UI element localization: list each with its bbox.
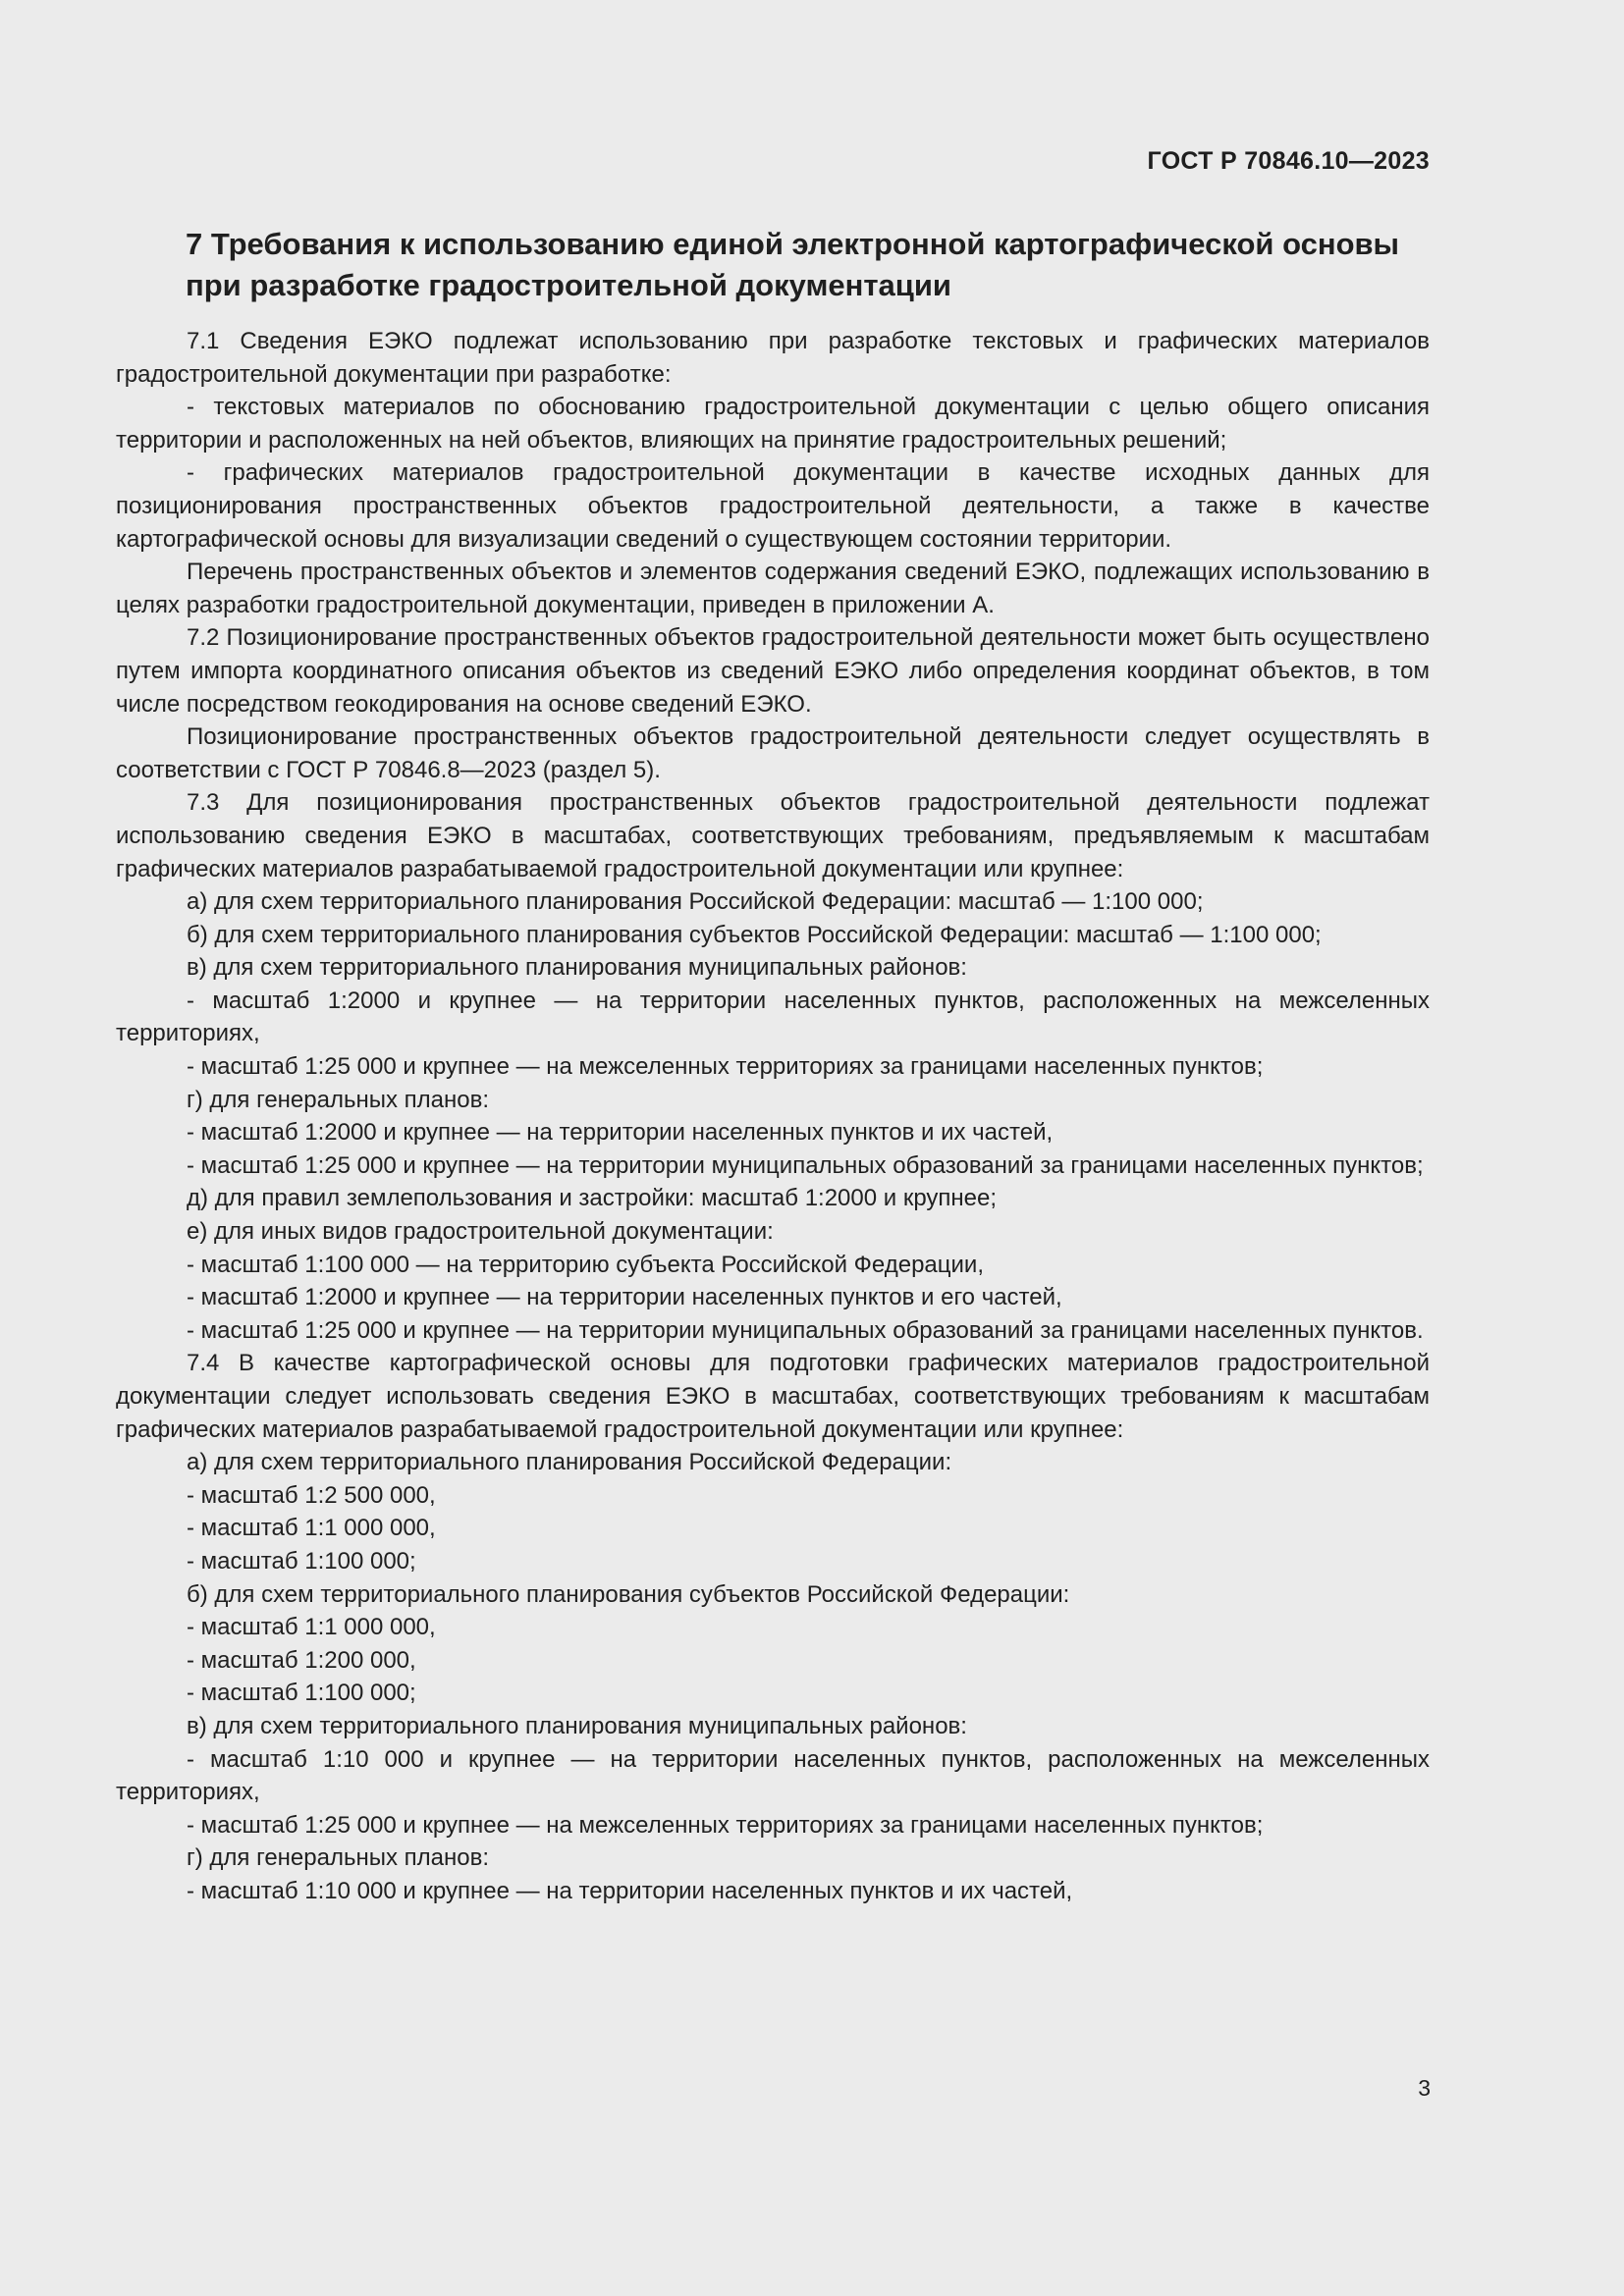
paragraph: в) для схем территориального планирования муниципальных районов: [187, 1712, 967, 1739]
paragraph: - масштаб 1:1 000 000, [187, 1614, 436, 1641]
paragraph: - масштаб 1:2000 и крупнее — на территории населенных пунктов, расположенных на межселенных территориях, [116, 987, 1430, 1047]
paragraph: - масштаб 1:25 000 и крупнее — на межселенных территориях за границами населенных пунктов; [187, 1811, 1264, 1839]
document-code: ГОСТ Р 70846.10—2023 [1147, 147, 1430, 175]
paragraph: - масштаб 1:10 000 и крупнее — на территории населенных пунктов и их частей, [187, 1877, 1073, 1904]
paragraph: е) для иных видов градостроительной документации: [187, 1218, 774, 1246]
paragraph: 7.4 В качестве картографической основы для подготовки графических материалов градостроительной документации следует использовать сведения ЕЭКО в масштабах, соответствующих требованиям к масштабам графических материалов разрабатываемой градостроительной документации или крупнее: [116, 1350, 1430, 1443]
paragraph: - масштаб 1:2 500 000, [187, 1481, 436, 1509]
paragraph: г) для генеральных планов: [187, 1844, 490, 1872]
paragraph: 7.1 Сведения ЕЭКО подлежат использованию при разработке текстовых и графических материалов градостроительной документации при разработке: [116, 328, 1430, 388]
paragraph: - масштаб 1:10 000 и крупнее — на территории населенных пунктов, расположенных на межселенных территориях, [116, 1745, 1430, 1806]
paragraph: - текстовых материалов по обоснованию градостроительной документации с целью общего описания территории и расположенных на ней объектов, влияющих на принятие градостроительных решений; [116, 394, 1430, 454]
paragraph: а) для схем территориального планирования Российской Федерации: масштаб — 1:100 000; [187, 888, 1204, 916]
paragraph: - графических материалов градостроительной документации в качестве исходных данных для позиционирования пространственных объектов градостроительной деятельности, а также в качестве картографической основы для визуализации сведений о существующем состоянии территории. [116, 459, 1430, 553]
paragraph: - масштаб 1:200 000, [187, 1646, 416, 1674]
paragraph: Позиционирование пространственных объектов градостроительной деятельности следует осуществлять в соответствии с ГОСТ Р 70846.8—2023 (раздел 5). [116, 723, 1430, 783]
paragraph: а) для схем территориального планирования Российской Федерации: [187, 1449, 952, 1476]
paragraph: г) для генеральных планов: [187, 1086, 490, 1113]
paragraph: - масштаб 1:1 000 000, [187, 1515, 436, 1542]
paragraph: - масштаб 1:25 000 и крупнее — на территории муниципальных образований за границами населенных пунктов. [187, 1316, 1424, 1344]
paragraph: - масштаб 1:25 000 и крупнее — на территории муниципальных образований за границами населенных пунктов; [187, 1151, 1424, 1179]
paragraph: д) для правил землепользования и застройки: масштаб 1:2000 и крупнее; [187, 1185, 998, 1212]
paragraph: - масштаб 1:100 000 — на территорию субъекта Российской Федерации, [187, 1251, 985, 1278]
section-title: 7 Требования к использованию единой электронной картографической основы при разработке градостроительной документации [186, 227, 1400, 302]
paragraph: в) для схем территориального планирования муниципальных районов: [187, 954, 967, 982]
paragraph: б) для схем территориального планирования субъектов Российской Федерации: [187, 1580, 1070, 1608]
paragraph: - масштаб 1:100 000; [187, 1547, 416, 1575]
page-number: 3 [1418, 2075, 1431, 2101]
document-body [116, 325, 1430, 1908]
paragraph: - масштаб 1:100 000; [187, 1680, 416, 1707]
paragraph: - масштаб 1:25 000 и крупнее — на межселенных территориях за границами населенных пунктов; [187, 1053, 1264, 1081]
paragraph: - масштаб 1:2000 и крупнее — на территории населенных пунктов и их частей, [187, 1119, 1054, 1147]
paragraph: 7.3 Для позиционирования пространственных объектов градостроительной деятельности подлежат использованию сведения ЕЭКО в масштабах, соответствующих требованиям, предъявляемым к масштабам графических материалов разрабатываемой градостроительной документации или крупнее: [116, 789, 1430, 882]
paragraph: 7.2 Позиционирование пространственных объектов градостроительной деятельности может быть осуществлено путем импорта координатного описания объектов из сведений ЕЭКО либо определения координат объектов, в том числе посредством геокодирования на основе сведений ЕЭКО. [116, 624, 1430, 718]
paragraph: - масштаб 1:2000 и крупнее — на территории населенных пунктов и его частей, [187, 1284, 1062, 1311]
paragraph: Перечень пространственных объектов и элементов содержания сведений ЕЭКО, подлежащих использованию в целях разработки градостроительной документации, приведен в приложении А. [116, 559, 1430, 618]
paragraph: б) для схем территориального планирования субъектов Российской Федерации: масштаб — 1:100 000; [187, 921, 1322, 948]
